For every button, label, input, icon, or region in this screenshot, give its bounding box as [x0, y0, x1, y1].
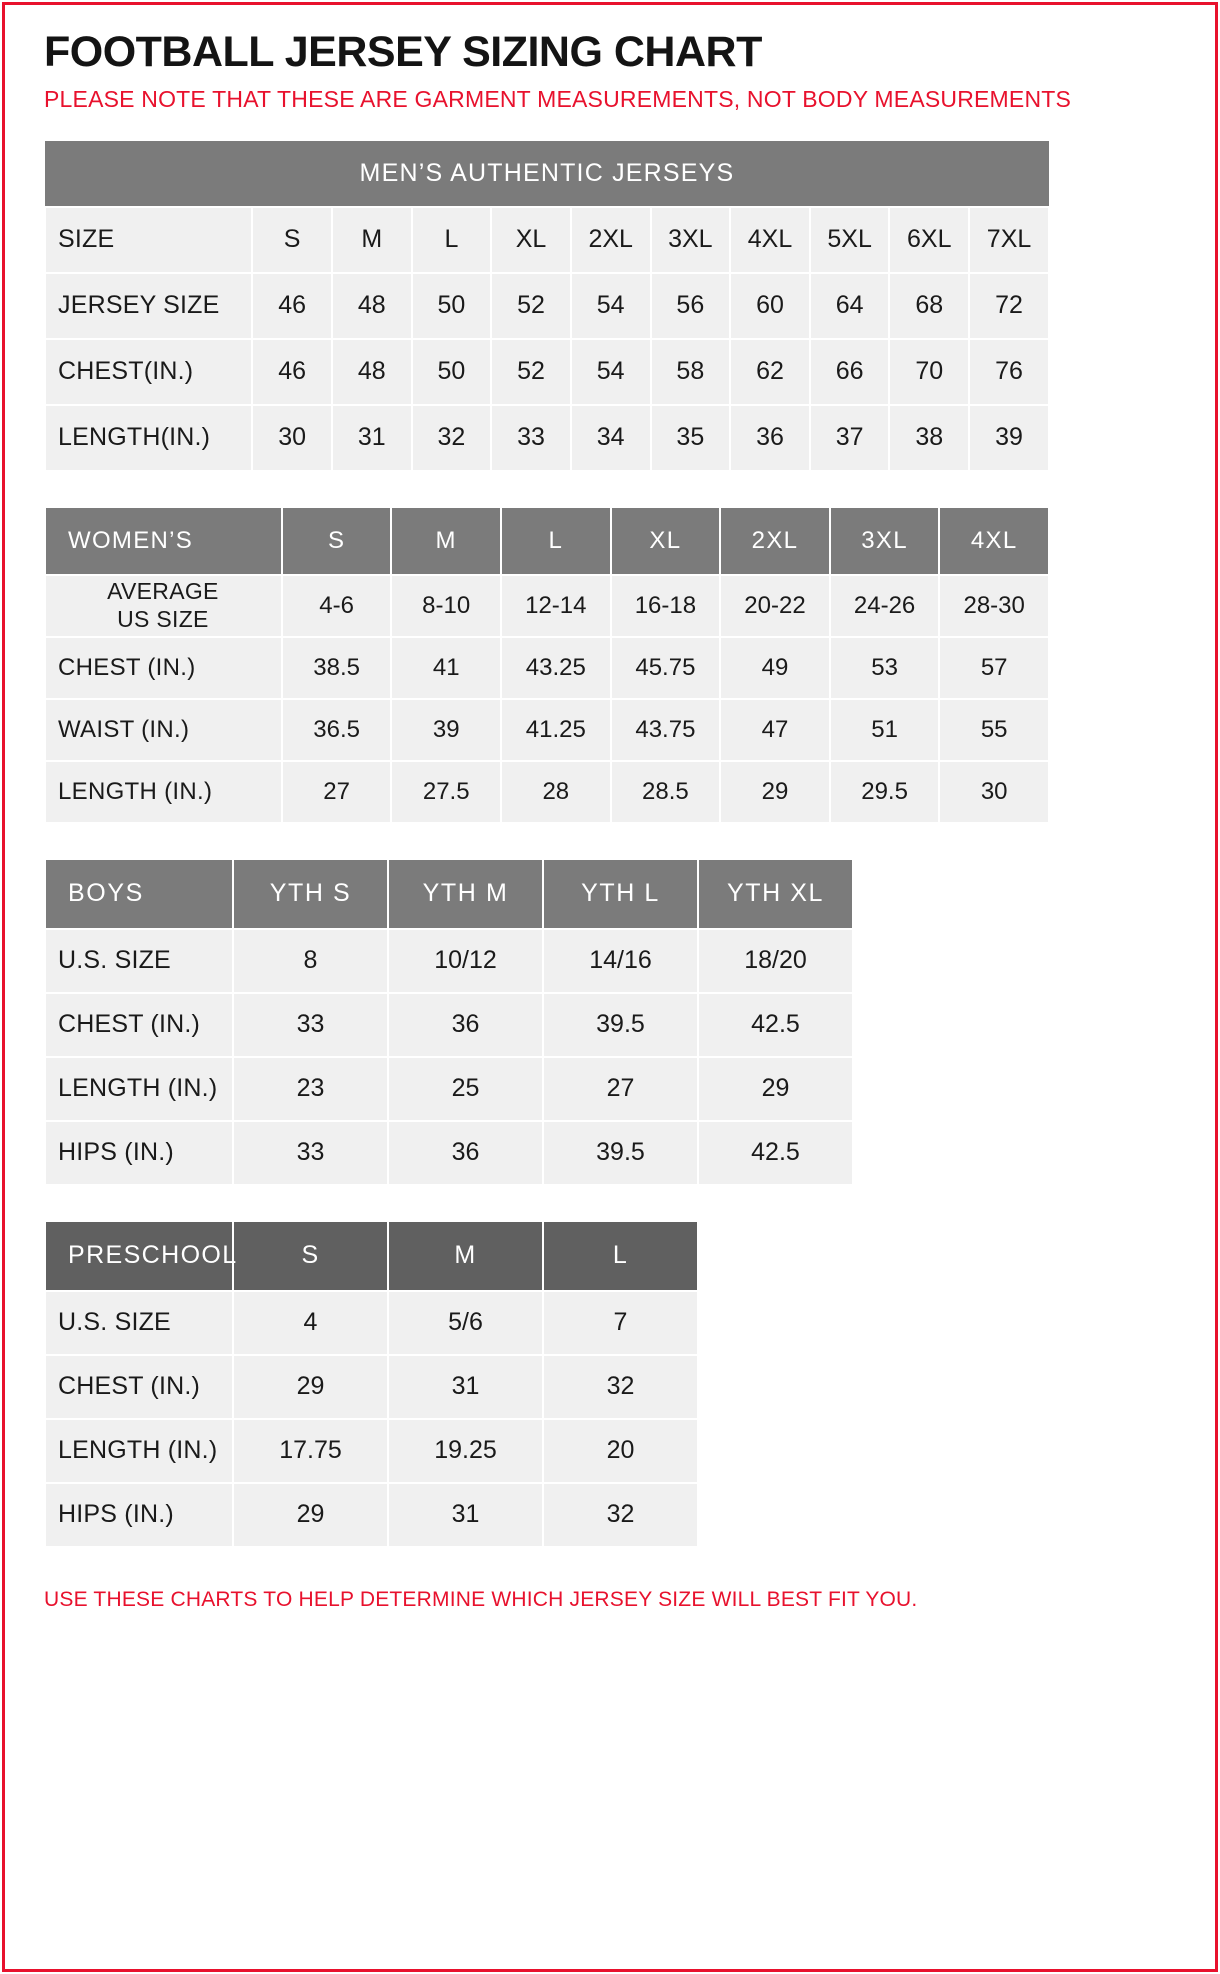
cell: 32 — [543, 1483, 698, 1547]
column-header: YTH S — [233, 859, 388, 929]
cell: 42.5 — [698, 993, 853, 1057]
column-header: 2XL — [571, 207, 651, 273]
table-row — [45, 339, 1049, 405]
cell: 23 — [233, 1057, 388, 1121]
table-row — [45, 993, 853, 1057]
cell: 54 — [571, 273, 651, 339]
cell: 30 — [252, 405, 332, 471]
cell: 17.75 — [233, 1419, 388, 1483]
cell: 36 — [388, 1121, 543, 1185]
table-row — [45, 761, 1049, 823]
boys-table-header-row — [45, 859, 853, 929]
cell: 50 — [412, 273, 492, 339]
cell: 31 — [332, 405, 412, 471]
cell: 60 — [730, 273, 810, 339]
column-header: 6XL — [889, 207, 969, 273]
column-header: M — [332, 207, 412, 273]
row-label: WAIST (IN.) — [45, 699, 282, 761]
row-label: CHEST (IN.) — [45, 1355, 233, 1419]
cell: 28.5 — [611, 761, 721, 823]
row-label: AVERAGE US SIZE — [45, 575, 282, 637]
row-label: HIPS (IN.) — [45, 1483, 233, 1547]
column-header: 3XL — [651, 207, 731, 273]
cell: 39.5 — [543, 993, 698, 1057]
column-header: 4XL — [730, 207, 810, 273]
column-header: XL — [491, 207, 571, 273]
cell: 29 — [233, 1483, 388, 1547]
cell: 14/16 — [543, 929, 698, 993]
cell: 66 — [810, 339, 890, 405]
cell: 56 — [651, 273, 731, 339]
cell: 72 — [969, 273, 1049, 339]
cell: 18/20 — [698, 929, 853, 993]
cell: 39.5 — [543, 1121, 698, 1185]
row-label: CHEST (IN.) — [45, 637, 282, 699]
boys-jerseys-table — [44, 858, 854, 1186]
cell: 70 — [889, 339, 969, 405]
column-header: S — [233, 1221, 388, 1291]
table-row — [45, 1355, 698, 1419]
column-header: M — [391, 507, 501, 575]
table-row — [45, 1419, 698, 1483]
cell: 31 — [388, 1355, 543, 1419]
cell: 41.25 — [501, 699, 611, 761]
column-header: 5XL — [810, 207, 890, 273]
cell: 68 — [889, 273, 969, 339]
cell: 46 — [252, 339, 332, 405]
cell: 8 — [233, 929, 388, 993]
table-row — [45, 929, 853, 993]
column-header: 7XL — [969, 207, 1049, 273]
mens-banner-label: MEN’S AUTHENTIC JERSEYS — [45, 141, 1049, 207]
preschool-jerseys-table — [44, 1220, 699, 1548]
page-title: FOOTBALL JERSEY SIZING CHART — [44, 28, 762, 76]
cell: 38 — [889, 405, 969, 471]
cell: 4-6 — [282, 575, 392, 637]
cell: 48 — [332, 273, 412, 339]
table-row — [45, 637, 1049, 699]
column-header: 2XL — [720, 507, 830, 575]
cell: 10/12 — [388, 929, 543, 993]
table-row — [45, 1121, 853, 1185]
cell: 32 — [412, 405, 492, 471]
cell: 64 — [810, 273, 890, 339]
cell: 33 — [233, 1121, 388, 1185]
preschool-table-header-row — [45, 1221, 698, 1291]
cell: 57 — [939, 637, 1049, 699]
chart-footnote: USE THESE CHARTS TO HELP DETERMINE WHICH JERSEY SIZE WILL BEST FIT YOU. — [44, 1587, 918, 1611]
mens-table-banner — [45, 141, 1049, 207]
row-label: LENGTH (IN.) — [45, 761, 282, 823]
cell: 29 — [698, 1057, 853, 1121]
cell: 33 — [491, 405, 571, 471]
cell: 54 — [571, 339, 651, 405]
table-row — [45, 1057, 853, 1121]
row-label: LENGTH(IN.) — [45, 405, 252, 471]
table-row — [45, 575, 1049, 637]
cell: 51 — [830, 699, 940, 761]
row-label: CHEST(IN.) — [45, 339, 252, 405]
table-row — [45, 699, 1049, 761]
cell: 32 — [543, 1355, 698, 1419]
cell: 43.25 — [501, 637, 611, 699]
cell: 42.5 — [698, 1121, 853, 1185]
cell: 20-22 — [720, 575, 830, 637]
womens-table-header-row — [45, 507, 1049, 575]
cell: 30 — [939, 761, 1049, 823]
cell: 39 — [391, 699, 501, 761]
cell: 76 — [969, 339, 1049, 405]
row-label: U.S. SIZE — [45, 1291, 233, 1355]
table-row — [45, 273, 1049, 339]
column-header: XL — [611, 507, 721, 575]
mens-authentic-jerseys-table — [44, 141, 1050, 472]
row-label: U.S. SIZE — [45, 929, 233, 993]
cell: 4 — [233, 1291, 388, 1355]
cell: 33 — [233, 993, 388, 1057]
cell: 52 — [491, 273, 571, 339]
cell: 27.5 — [391, 761, 501, 823]
cell: 5/6 — [388, 1291, 543, 1355]
cell: 53 — [830, 637, 940, 699]
measurement-disclaimer: PLEASE NOTE THAT THESE ARE GARMENT MEASUREMENTS, NOT BODY MEASUREMENTS — [44, 86, 1072, 113]
cell: 43.75 — [611, 699, 721, 761]
cell: 12-14 — [501, 575, 611, 637]
cell: 39 — [969, 405, 1049, 471]
cell: 31 — [388, 1483, 543, 1547]
column-header-boys: BOYS — [45, 859, 233, 929]
cell: 50 — [412, 339, 492, 405]
cell: 52 — [491, 339, 571, 405]
column-header: M — [388, 1221, 543, 1291]
column-header-size: SIZE — [45, 207, 252, 273]
cell: 25 — [388, 1057, 543, 1121]
column-header: L — [501, 507, 611, 575]
cell: 35 — [651, 405, 731, 471]
cell: 36.5 — [282, 699, 392, 761]
cell: 20 — [543, 1419, 698, 1483]
cell: 46 — [252, 273, 332, 339]
row-label: HIPS (IN.) — [45, 1121, 233, 1185]
table-row — [45, 1483, 698, 1547]
column-header: YTH M — [388, 859, 543, 929]
cell: 47 — [720, 699, 830, 761]
cell: 49 — [720, 637, 830, 699]
column-header-womens: WOMEN’S — [45, 507, 282, 575]
column-header: YTH XL — [698, 859, 853, 929]
row-label: CHEST (IN.) — [45, 993, 233, 1057]
column-header: YTH L — [543, 859, 698, 929]
cell: 7 — [543, 1291, 698, 1355]
column-header: L — [543, 1221, 698, 1291]
cell: 58 — [651, 339, 731, 405]
cell: 27 — [543, 1057, 698, 1121]
cell: 37 — [810, 405, 890, 471]
cell: 45.75 — [611, 637, 721, 699]
row-label: LENGTH (IN.) — [45, 1057, 233, 1121]
cell: 55 — [939, 699, 1049, 761]
column-header: 4XL — [939, 507, 1049, 575]
cell: 16-18 — [611, 575, 721, 637]
cell: 29 — [233, 1355, 388, 1419]
cell: 28 — [501, 761, 611, 823]
cell: 8-10 — [391, 575, 501, 637]
cell: 29.5 — [830, 761, 940, 823]
cell: 48 — [332, 339, 412, 405]
column-header: 3XL — [830, 507, 940, 575]
table-row — [45, 1291, 698, 1355]
column-header: L — [412, 207, 492, 273]
row-label: JERSEY SIZE — [45, 273, 252, 339]
cell: 38.5 — [282, 637, 392, 699]
cell: 29 — [720, 761, 830, 823]
cell: 19.25 — [388, 1419, 543, 1483]
cell: 36 — [730, 405, 810, 471]
table-row — [45, 405, 1049, 471]
table-row — [45, 207, 1049, 273]
row-label: LENGTH (IN.) — [45, 1419, 233, 1483]
column-header-preschool: PRESCHOOL — [45, 1221, 233, 1291]
column-header: S — [252, 207, 332, 273]
cell: 28-30 — [939, 575, 1049, 637]
cell: 62 — [730, 339, 810, 405]
cell: 27 — [282, 761, 392, 823]
cell: 24-26 — [830, 575, 940, 637]
column-header: S — [282, 507, 392, 575]
cell: 41 — [391, 637, 501, 699]
cell: 36 — [388, 993, 543, 1057]
womens-jerseys-table — [44, 506, 1050, 824]
cell: 34 — [571, 405, 651, 471]
